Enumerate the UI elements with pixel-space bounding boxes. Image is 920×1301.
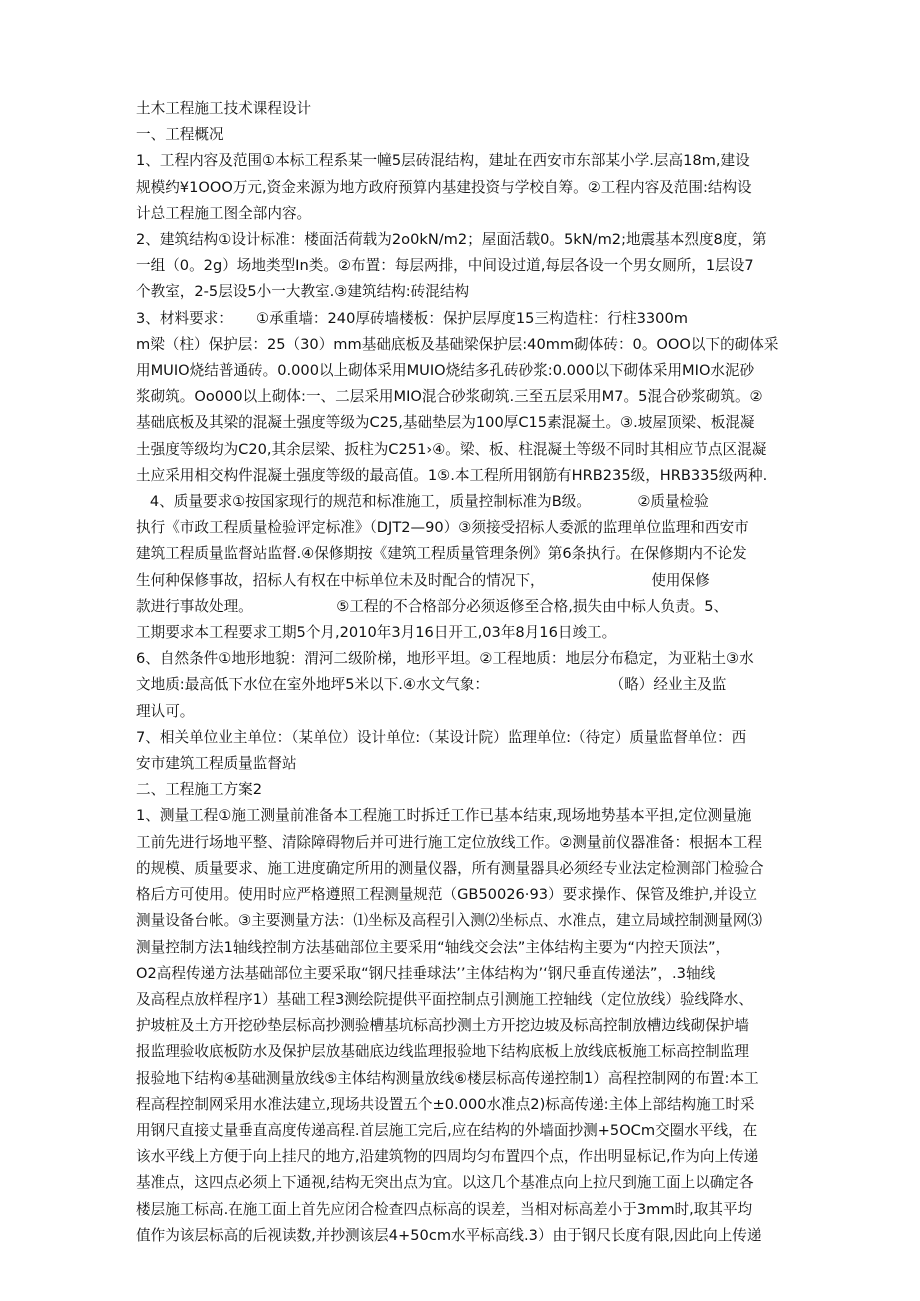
text-line: 的规模、质量要求、施工进度确定所用的测量仪器，所有测量器具必须经专业法定检测部门检验合: [136, 859, 764, 877]
text-line: 及高程点放样程序1）基础工程3测绘院提供平面控制点引测施工控轴线（定位放线）验线降水、: [136, 990, 753, 1008]
text-line: 土应采用相交构件混凝土强度等级的最高值。1⑤.本工程所用钢筋有HRB235级，HRB335级两种.: [136, 466, 768, 484]
text-line: 用钢尺直接丈量垂直高度传递高程.首层施工完后,应在结构的外墙面抄测+5OCm交圈水平线，在: [136, 1121, 758, 1139]
text-line: 基础底板及其梁的混凝土强度等级为C25,基础垫层为100厚C15素混凝土。③.坡屋顶梁、板混凝: [136, 414, 755, 432]
text-line: 用MUIO烧结普通砖。0.000以上砌体采用MUIO烧结多孔砖砂浆:0.000以下砌体采用MIO水泥砂: [136, 362, 755, 380]
text-line: 报监理验收底板防水及保护层放基础底边线监理报验地下结构底板上放线底板施工标高控制监理: [136, 1043, 749, 1061]
text-line: 报验地下结构④基础测量放线⑤主体结构测量放线⑥楼层标高传递控制1）高程控制网的布置:本工: [136, 1069, 759, 1087]
text-line: 一、工程概况: [136, 126, 224, 144]
text-line: 一组（0。2g）场地类型In类。②布置：每层两排，中间设过道,每层各设一个男女厕所，1层设7: [136, 257, 754, 275]
text-line: 格后方可使用。使用时应严格遵照工程测量规范（GB50026·93）要求操作、保管及维护,并设立: [136, 886, 757, 904]
text-line: 工前先进行场地平整、清除障碍物后并可进行施工定位放线工作。②测量前仪器准备：根据本工程: [136, 833, 763, 851]
text-line: 4、质量要求①按国家现行的规范和标准施工，质量控制标准为B级。 ②质量检验: [136, 493, 709, 511]
text-line: 6、自然条件①地形地貌：渭河二级阶梯，地形平坦。②工程地质：地层分布稳定，为亚粘土③水: [136, 650, 754, 668]
text-line: 计总工程施工图全部内容。: [136, 204, 312, 222]
text-line: 款进行事故处理。 ⑤工程的不合格部分必须返修至合格,损失由中标人负责。5、: [136, 597, 729, 615]
text-line: 楼层施工标高.在施工面上首先应闭合检查四点标高的误差，当相对标高差小于3mm时,取其平均: [136, 1200, 753, 1218]
text-line: 理认可。: [136, 702, 195, 720]
text-line: 浆砌筑。Oo000以上砌体:一、二层采用MIO混合砂浆砌筑.三至五层采用M7。5混合砂浆砌筑。②: [136, 388, 763, 406]
text-line: 工期要求本工程要求工期5个月,2010年3月16日开工,03年8月16日竣工。: [136, 624, 617, 642]
text-line: 土强度等级均为C20,其余层梁、扳柱为C251›④。梁、板、柱混凝土等级不同时其相应节点区混凝: [136, 440, 767, 458]
text-line: 7、相关单位业主单位：（某单位）设计单位:（某设计院）监理单位:（待定）质量监督单位：西: [136, 728, 747, 746]
text-line: 测量设备台帐。③主要测量方法：⑴坐标及高程引入测⑵坐标点、水准点，建立局域控制测量网⑶: [136, 912, 763, 930]
text-line: 2、建筑结构①设计标准：楼面活荷载为2o0kN/m2；屋面活载0。5kN/m2;地震基本烈度8度，第: [136, 231, 767, 249]
text-line: 个教室，2-5层设5小一大教室.③建筑结构:砖混结构: [136, 283, 470, 301]
text-line: 规模约¥1OOO万元,资金来源为地方政府预算内基建投资与学校自筹。②工程内容及范围:结构设: [136, 178, 752, 196]
text-line: 1、工程内容及范围①本标工程系某一幢5层砖混结构，建址在西安市东部某小学.层高18m,建设: [136, 152, 750, 170]
text-line: 基准点，这四点必须上下通视,结构无突出点为宜。以这几个基准点向上拉尺到施工面上以确定各: [136, 1174, 754, 1192]
document-body: [136, 122, 808, 1249]
text-line: 护坡桩及土方开挖砂垫层标高抄测验槽基坑标高抄测土方开挖边坡及标高控制放槽边线砌保护墙: [136, 1017, 749, 1035]
text-line: 文地质:最高低下水位在室外地坪5米以下.④水文气象： （略）经业主及监: [136, 676, 727, 694]
text-line: 3、材料要求： ①承重墙：240厚砖墙楼板：保护层厚度15三构造柱：行柱3300m: [136, 309, 688, 327]
text-line: m梁（柱）保护层：25（30）mm基础底板及基础梁保护层:40mm砌体砖：0。OOO以下的砌体采: [136, 335, 779, 353]
text-line: 值作为该层标高的后视读数,并抄测该层4+50cm水平标高线.3）由于钢尺长度有限,因此向上传递: [136, 1226, 762, 1244]
text-line: 1、测量工程①施工测量前准备本工程施工时拆迁工作已基本结束,现场地势基本平担,定位测量施: [136, 807, 752, 825]
text-line: 执行《市政工程质量检验评定标准》（DJT2—90）③须接受招标人委派的监理单位监理和西安市: [136, 519, 749, 537]
document-title: 土木工程施工技术课程设计: [136, 100, 312, 117]
text-line: 安市建筑工程质量监督站: [136, 755, 297, 773]
text-line: 建筑工程质量监督站监督.④保修期按《建筑工程质量管理条例》第6条执行。在保修期内不论发: [136, 545, 747, 563]
text-line: 程高程控制网采用水准法建立,现场共设置五个±0.000水准点2)标高传递:主体上部结构施工时采: [136, 1095, 755, 1113]
text-line: 测量控制方法1轴线控制方法基础部位主要采用“轴线交会法”主体结构主要为“内控天顶法”，: [136, 938, 731, 956]
document-page: [136, 96, 808, 1249]
text-line: 该水平线上方便于向上挂尺的地方,沿建筑物的四周均匀布置四个点，作出明显标记,作为向上传递: [136, 1148, 759, 1166]
text-line: 生何种保修事故，招标人有权在中标单位未及时配合的情况下， 使用保修: [136, 571, 710, 589]
text-line: O2高程传递方法基础部位主要采取“钢尺挂垂球法’’主体结构为’‘钢尺垂直传递法”，.3轴线: [136, 964, 716, 982]
text-line: 二、工程施工方案2: [136, 781, 263, 799]
